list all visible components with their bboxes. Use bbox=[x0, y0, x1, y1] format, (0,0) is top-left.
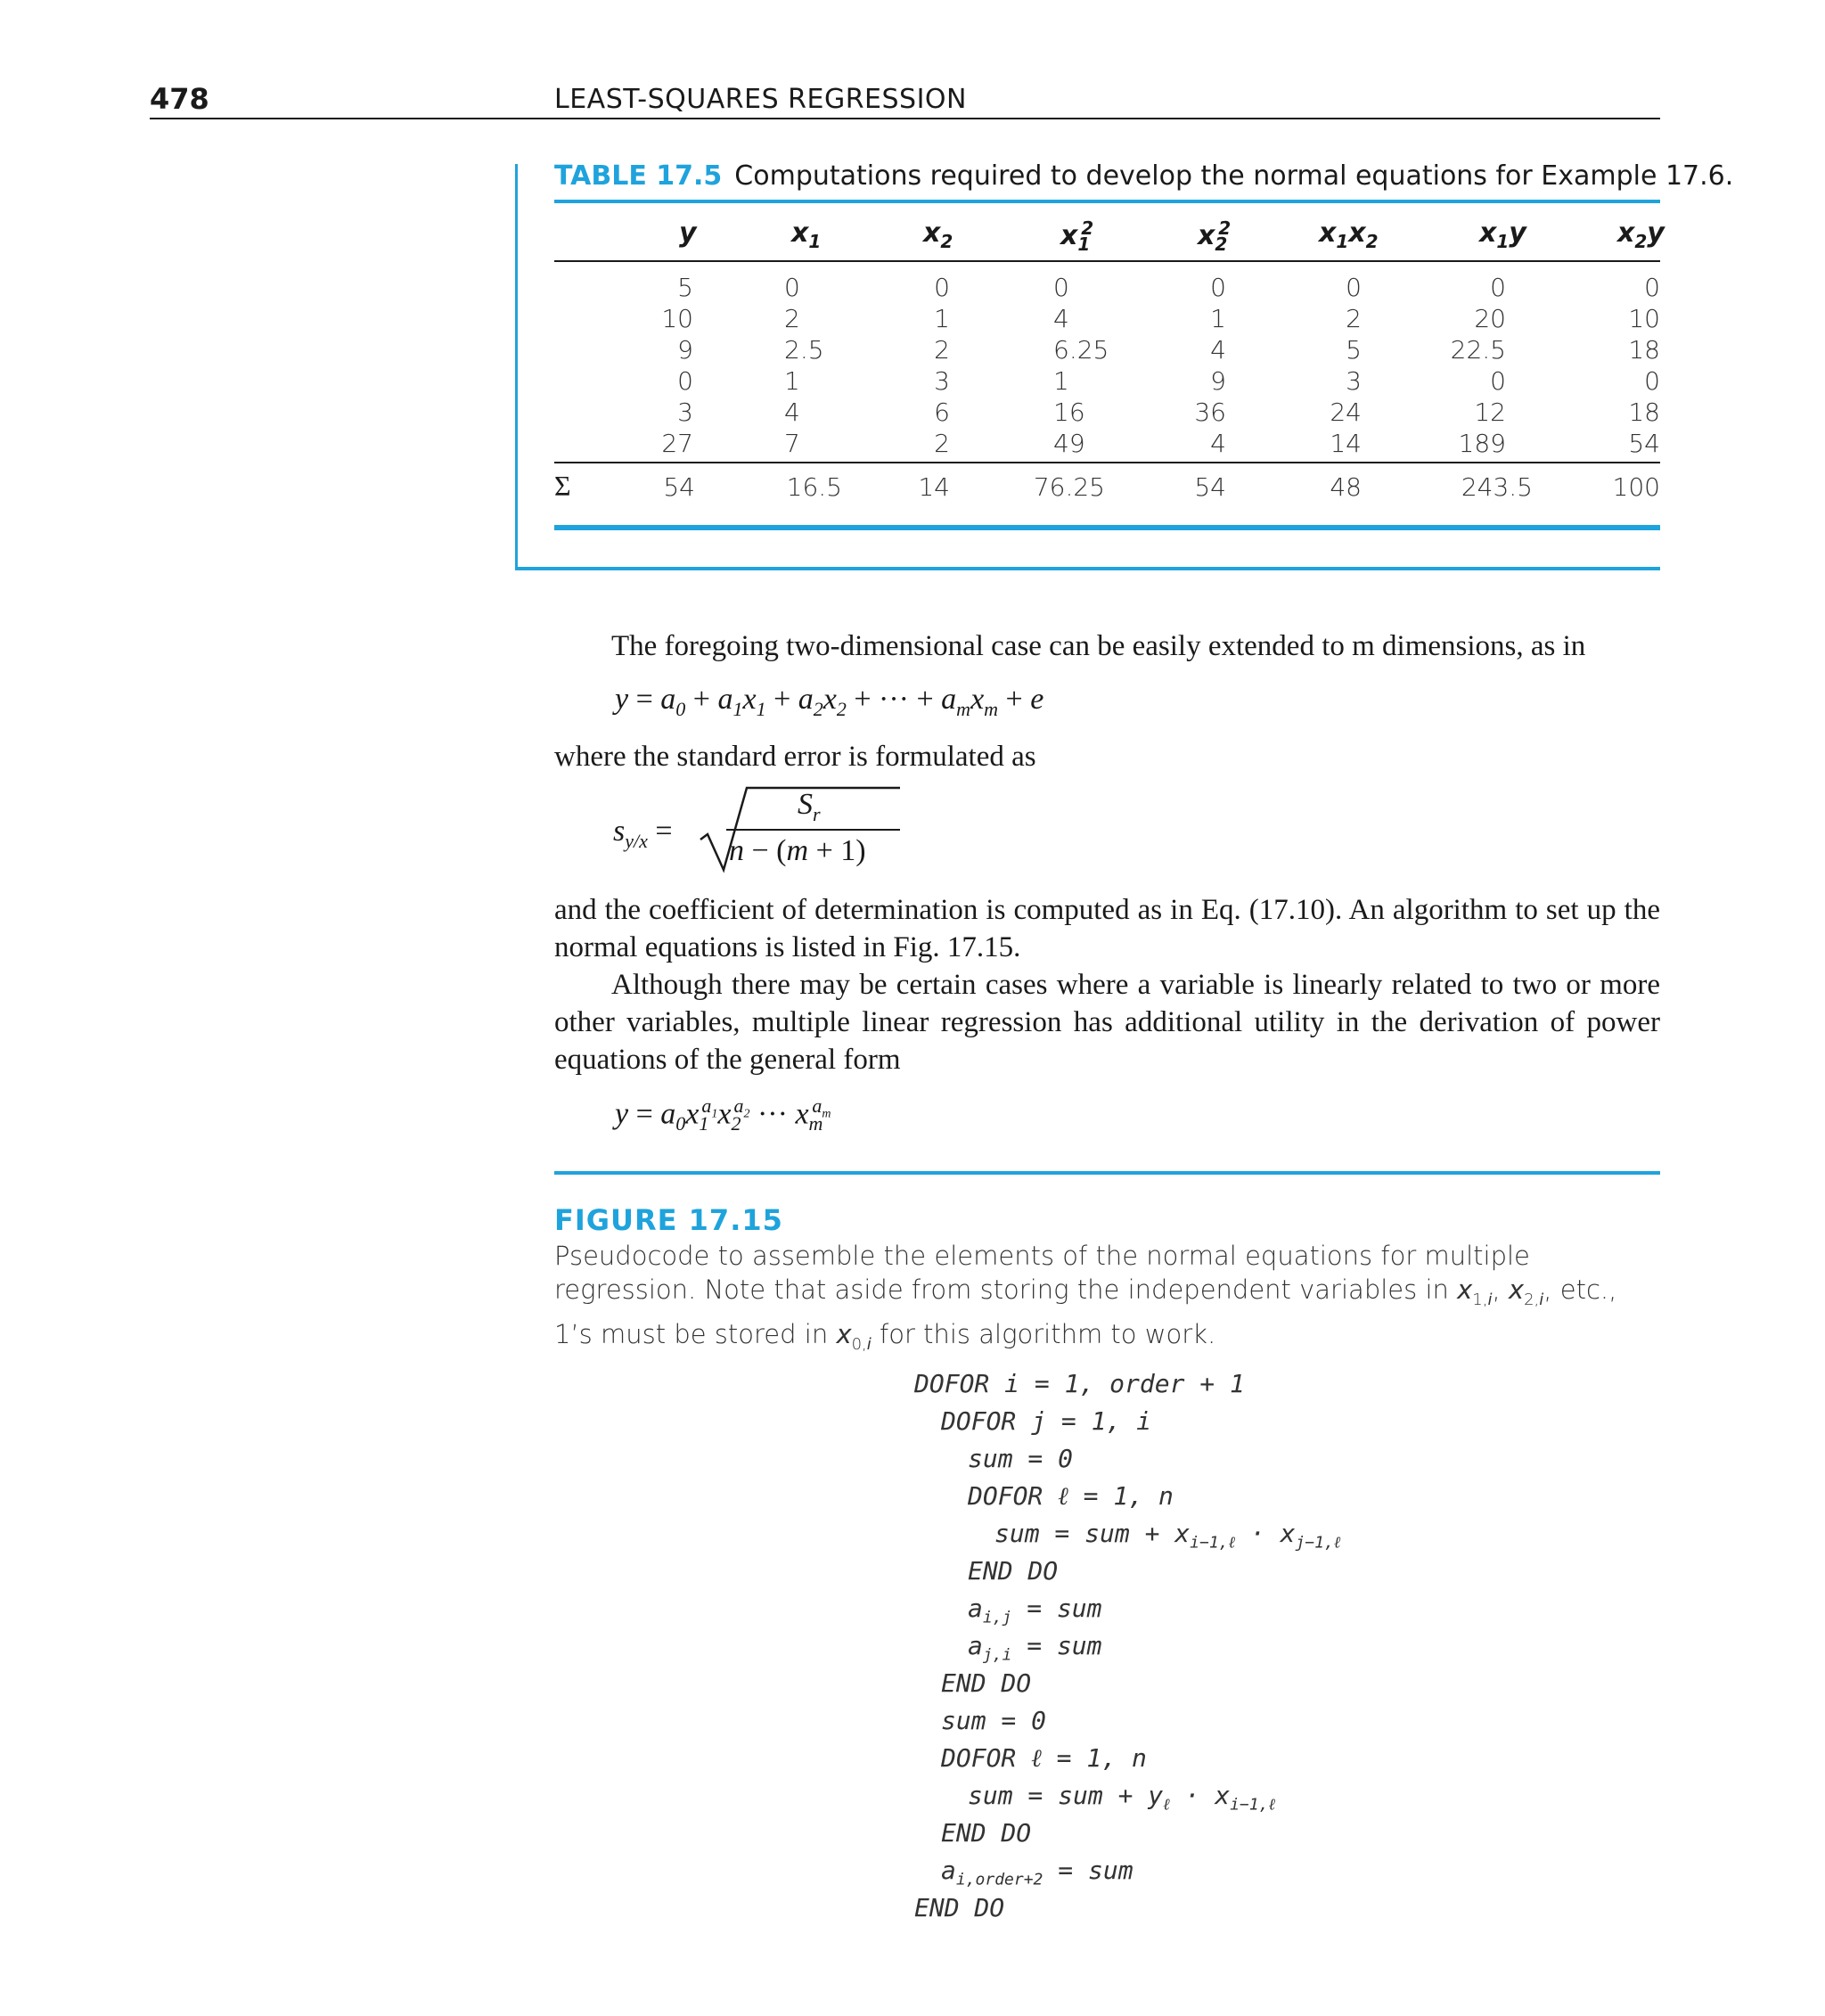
col-head-x2: $x_2$ bbox=[923, 217, 953, 252]
table-sum-cell: 54 bbox=[1194, 472, 1226, 502]
column-header-rule bbox=[554, 260, 1660, 262]
figure-label: FIGURE 17.15 bbox=[554, 1203, 783, 1237]
table-cell: 0 bbox=[1490, 366, 1506, 396]
header-rule bbox=[150, 118, 1660, 119]
table-cell: 0 bbox=[1490, 273, 1506, 302]
table-sum-cell: 243.5 bbox=[1461, 472, 1533, 502]
code-line: END DO bbox=[914, 1893, 1005, 1922]
table-cell: 14 bbox=[1330, 429, 1362, 458]
table-cell: 2.5 bbox=[784, 335, 824, 365]
table-cell: 0 bbox=[1346, 273, 1362, 302]
table-cell: 3 bbox=[934, 366, 950, 396]
figure-rule bbox=[554, 1171, 1660, 1175]
table-cell: 7 bbox=[784, 429, 800, 458]
table-cell: 2 bbox=[934, 429, 950, 458]
table-bottom-rule bbox=[554, 525, 1660, 530]
table-cell: 1 bbox=[1210, 304, 1226, 333]
col-head-x2y: $x_2y$ bbox=[1617, 217, 1665, 252]
table-cell: 0 bbox=[1644, 366, 1660, 396]
table-sum-cell: 16.5 bbox=[786, 472, 842, 502]
table-cell: 5 bbox=[677, 273, 693, 302]
sum-rule bbox=[554, 462, 1660, 463]
code-line: $a_{i,order+2}$ = sum bbox=[941, 1856, 1133, 1889]
code-line: sum = sum + $y_\ell \cdot x_{i-1,\ell}$ bbox=[968, 1781, 1275, 1815]
table-cell: 0 bbox=[934, 273, 950, 302]
table-cell: 22.5 bbox=[1450, 335, 1506, 365]
table-cell: 2 bbox=[934, 335, 950, 365]
table-cell: 5 bbox=[1346, 335, 1362, 365]
code-line: DOFOR ℓ = 1, n bbox=[941, 1743, 1147, 1773]
equation-numerator: $S_r$ bbox=[798, 788, 821, 825]
table-cell: 1 bbox=[784, 366, 800, 396]
table-cell: 3 bbox=[1346, 366, 1362, 396]
table-cell: 54 bbox=[1628, 429, 1660, 458]
paragraph-coefficient: and the coefficient of determination is computed as in Eq. (17.10). An algorithm to set up the normal equations is listed in Fig. 17.15. bbox=[554, 894, 1660, 963]
equation-power-form: $y = a_0x_1^{a_1}x_2^{a_2}$ ··· $x_m^{a_m}$ bbox=[615, 1094, 831, 1135]
code-line: END DO bbox=[968, 1556, 1059, 1586]
code-line: $a_{i,j}$ = sum bbox=[968, 1594, 1102, 1627]
col-head-x1-squared: $x_1^2$ bbox=[1060, 217, 1094, 255]
table-cell: 9 bbox=[677, 335, 693, 365]
table-cell: 9 bbox=[1210, 366, 1226, 396]
table-cell: 2 bbox=[1346, 304, 1362, 333]
table-sum-cell: 76.25 bbox=[1033, 472, 1105, 502]
table-sum-cell: 14 bbox=[918, 472, 950, 502]
paragraph-extension: The foregoing two-dimensional case can be easily extended to m dimensions, as in bbox=[611, 630, 1586, 662]
table-cell: 4 bbox=[1210, 429, 1226, 458]
table-cell: 1 bbox=[934, 304, 950, 333]
col-head-y: y bbox=[679, 217, 697, 249]
table-cell: 1 bbox=[1053, 366, 1069, 396]
table-label: TABLE 17.5 bbox=[554, 160, 723, 192]
col-head-x2-squared: $x_2^2$ bbox=[1198, 217, 1232, 255]
table-cell: 18 bbox=[1628, 397, 1660, 427]
table-cell: 18 bbox=[1628, 335, 1660, 365]
table-cell: 10 bbox=[1628, 304, 1660, 333]
col-head-x1x2: $x_1x_2$ bbox=[1319, 217, 1379, 252]
table-sum-cell: 48 bbox=[1330, 472, 1362, 502]
code-line: END DO bbox=[941, 1668, 1032, 1698]
table-cell: 0 bbox=[784, 273, 800, 302]
code-line: DOFOR ℓ = 1, n bbox=[968, 1481, 1174, 1511]
table-top-rule bbox=[554, 200, 1660, 203]
table-cell: 0 bbox=[1053, 273, 1069, 302]
paragraph-power-equations: Although there may be certain cases where a variable is linearly related to two or more other variables, multiple linear regression has additional utility in the derivation of power equations of the general form bbox=[554, 969, 1660, 1076]
table-cell: 4 bbox=[784, 397, 800, 427]
table-cell: 6.25 bbox=[1053, 335, 1109, 365]
code-line: sum = sum + $x_{i-1,\ell} \cdot x_{j-1,\ell}$ bbox=[994, 1519, 1341, 1553]
table-cell: 20 bbox=[1474, 304, 1506, 333]
col-head-x1: $x_1$ bbox=[791, 217, 822, 252]
figure-caption-part3: for this algorithm to work. bbox=[871, 1318, 1216, 1349]
equation-linear-model: $y = a_0 + a_1x_1 + a_2x_2$ + ··· + $a_mx_m + e$ bbox=[615, 683, 1044, 720]
running-head: LEAST-SQUARES REGRESSION bbox=[554, 84, 967, 115]
table-cell: 4 bbox=[1053, 304, 1069, 333]
table-cell: 189 bbox=[1458, 429, 1506, 458]
table-cell: 3 bbox=[677, 397, 693, 427]
figure-caption-part2: , etc., 1’s must be stored in bbox=[554, 1274, 1617, 1349]
table-cell: 0 bbox=[677, 366, 693, 396]
table-sum-cell: 54 bbox=[663, 472, 695, 502]
code-line: $a_{j,i}$ = sum bbox=[968, 1631, 1102, 1665]
table-cell: 4 bbox=[1210, 335, 1226, 365]
table-cell: 0 bbox=[1210, 273, 1226, 302]
figure-caption: Pseudocode to assemble the elements of the normal equations for multiple regression. Note that aside from storing the independent variables in $x_{1,i}$, $x_{2,i}$, etc., 1’s must be stored in $x_{0,i}$ for this algorithm to work. bbox=[554, 1241, 1617, 1354]
table-cell: 49 bbox=[1053, 429, 1085, 458]
fraction-bar bbox=[726, 829, 900, 831]
table-cell: 0 bbox=[1644, 273, 1660, 302]
code-line: END DO bbox=[941, 1818, 1032, 1848]
table-sum-cell: 100 bbox=[1612, 472, 1660, 502]
table-cell: 12 bbox=[1474, 397, 1506, 427]
figure-caption-part1: Pseudocode to assemble the elements of the normal equations for multiple regression. Note that aside from storing the independent variables in bbox=[554, 1241, 1530, 1305]
table-cell: 36 bbox=[1194, 397, 1226, 427]
table-cell: 27 bbox=[661, 429, 693, 458]
equation-denominator: n − (m + 1) bbox=[729, 834, 866, 867]
table-cell: 6 bbox=[934, 397, 950, 427]
code-line: DOFOR i = 1, order + 1 bbox=[914, 1369, 1245, 1398]
sum-symbol: Σ bbox=[554, 470, 571, 502]
paragraph-standard-error: where the standard error is formulated as bbox=[554, 741, 1036, 773]
table-caption-text: Computations required to develop the normal equations for Example 17.6. bbox=[734, 160, 1734, 192]
table-cell: 10 bbox=[661, 304, 693, 333]
table-cell: 2 bbox=[784, 304, 800, 333]
equation-std-error-lhs: $s_{y/x}$ = bbox=[613, 815, 673, 852]
table-cell: 16 bbox=[1053, 397, 1085, 427]
table-cell: 24 bbox=[1330, 397, 1362, 427]
code-line: sum = 0 bbox=[941, 1706, 1047, 1735]
code-line: sum = 0 bbox=[968, 1444, 1074, 1473]
page-number: 478 bbox=[150, 82, 209, 116]
col-head-x1y: $x_1y$ bbox=[1479, 217, 1526, 252]
table-caption bbox=[554, 160, 1733, 192]
code-line: DOFOR j = 1, i bbox=[941, 1406, 1152, 1436]
